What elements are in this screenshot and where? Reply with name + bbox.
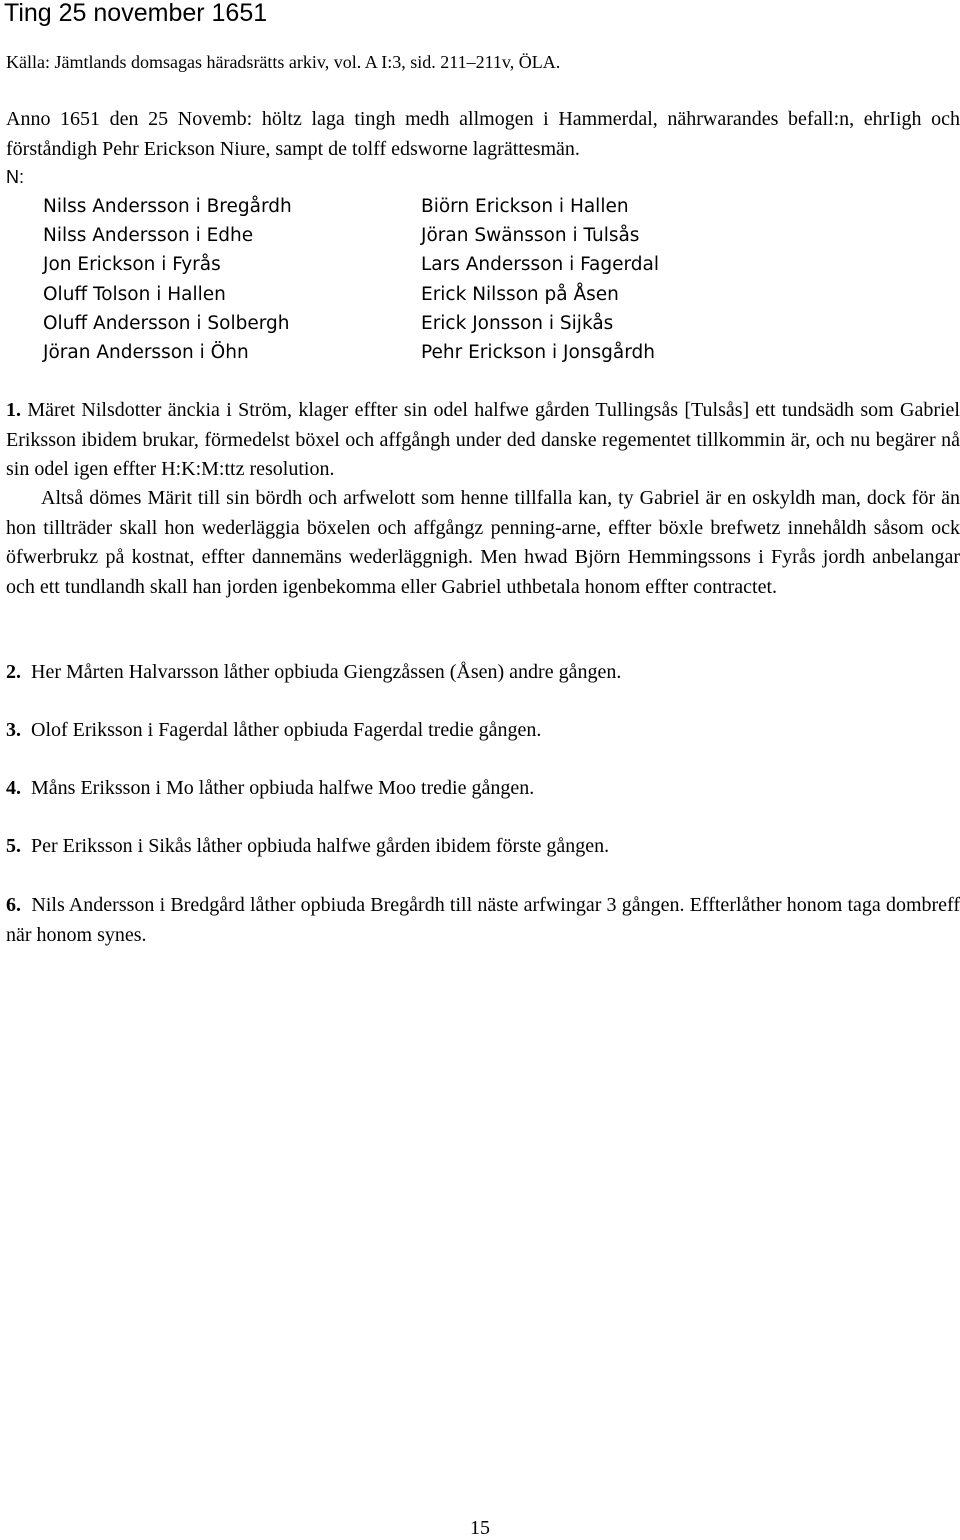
case-number: 1. <box>6 399 21 421</box>
case-text: Måns Eriksson i Mo låther opbiuda halfwe Moo tredie gången. <box>31 777 535 799</box>
case-number: 5. <box>6 835 21 857</box>
case-number: 2. <box>6 661 21 683</box>
jury-list-right <box>421 192 659 367</box>
case-text: Her Mårten Halvarsson låther opbiuda Giengzåssen (Åsen) andre gången. <box>31 661 622 683</box>
case-text: Per Eriksson i Sikås låther opbiuda halfwe gården ibidem förste gången. <box>31 835 610 857</box>
case-item-6 <box>6 891 960 950</box>
jury-member: Nilss Andersson i Edhe <box>43 225 254 247</box>
jury-label: N: <box>6 167 24 187</box>
jury-member: Oluff Tolson i Hallen <box>43 283 226 305</box>
jury-member: Erick Nilsson på Åsen <box>421 283 619 305</box>
case-item-1-continuation: Altså dömes Märit till sin bördh och arfwelott som henne tillfalla kan, ty Gabriel är en oskyldh man, dock för än hon tillträder skall hon wederläggia böxelen och affgångz penning-arne, effter böxle brefwetz innehåldh såsom ock öfwerbrukz på kostnat, effter dannemäns wederläggnigh. Men hwad Björn Hemmingssons i Fyrås jordh anbelangar och ett tundlandh skall han jorden igenbekomma eller Gabriel uthbetala honom effter contractet. <box>6 487 960 598</box>
case-item-2 <box>6 658 621 688</box>
case-number: 3. <box>6 719 21 741</box>
intro-paragraph: Anno 1651 den 25 Novemb: höltz laga tingh medh allmogen i Hammerdal, nährwarandes befall:n, ehrIigh och förståndigh Pehr Erickson Niure, sampt de tolff edsworne lagrättesmän. <box>6 108 960 160</box>
page-title: Ting 25 november 1651 <box>4 0 268 27</box>
jury-member: Jöran Swänsson i Tulsås <box>421 225 640 247</box>
case-item-5 <box>6 832 609 862</box>
jury-member: Nilss Andersson i Bregårdh <box>43 196 292 217</box>
jury-member: Biörn Erickson i Hallen <box>421 196 629 217</box>
jury-list-left <box>43 192 292 367</box>
jury-member: Oluff Andersson i Solbergh <box>43 312 290 334</box>
case-item-1 <box>6 396 960 485</box>
case-text: Märet Nilsdotter änckia i Ström, klager effter sin odel halfwe gården Tullingsås [Tulsås] ett tundsädh som Gabriel Eriksson ibidem brukar, förmedelst böxel och affgångh under ded danske regementet tillkommin är, och nu begärer nå sin odel igen effter H:K:M:ttz resolution. <box>6 399 960 480</box>
case-item-4 <box>6 774 534 804</box>
jury-member: Jöran Andersson i Öhn <box>43 342 249 364</box>
page-number: 15 <box>470 1517 490 1539</box>
jury-member: Erick Jonsson i Sijkås <box>421 312 614 334</box>
source-citation: Källa: Jämtlands domsagas häradsrätts arkiv, vol. A I:3, sid. 211–211v, ÖLA. <box>6 52 561 72</box>
jury-member: Jon Erickson i Fyrås <box>43 254 221 276</box>
jury-member: Pehr Erickson i Jonsgårdh <box>421 342 655 364</box>
case-text: Olof Eriksson i Fagerdal låther opbiuda Fagerdal tredie gången. <box>31 719 542 741</box>
jury-member: Lars Andersson i Fagerdal <box>421 254 660 276</box>
case-text: Nils Andersson i Bredgård låther opbiuda Bregårdh till näste arfwingar 3 gången. Effterlåther honom taga dombreff när honom synes. <box>6 894 960 946</box>
case-item-3 <box>6 716 541 746</box>
case-number: 6. <box>6 894 21 916</box>
case-number: 4. <box>6 777 21 799</box>
